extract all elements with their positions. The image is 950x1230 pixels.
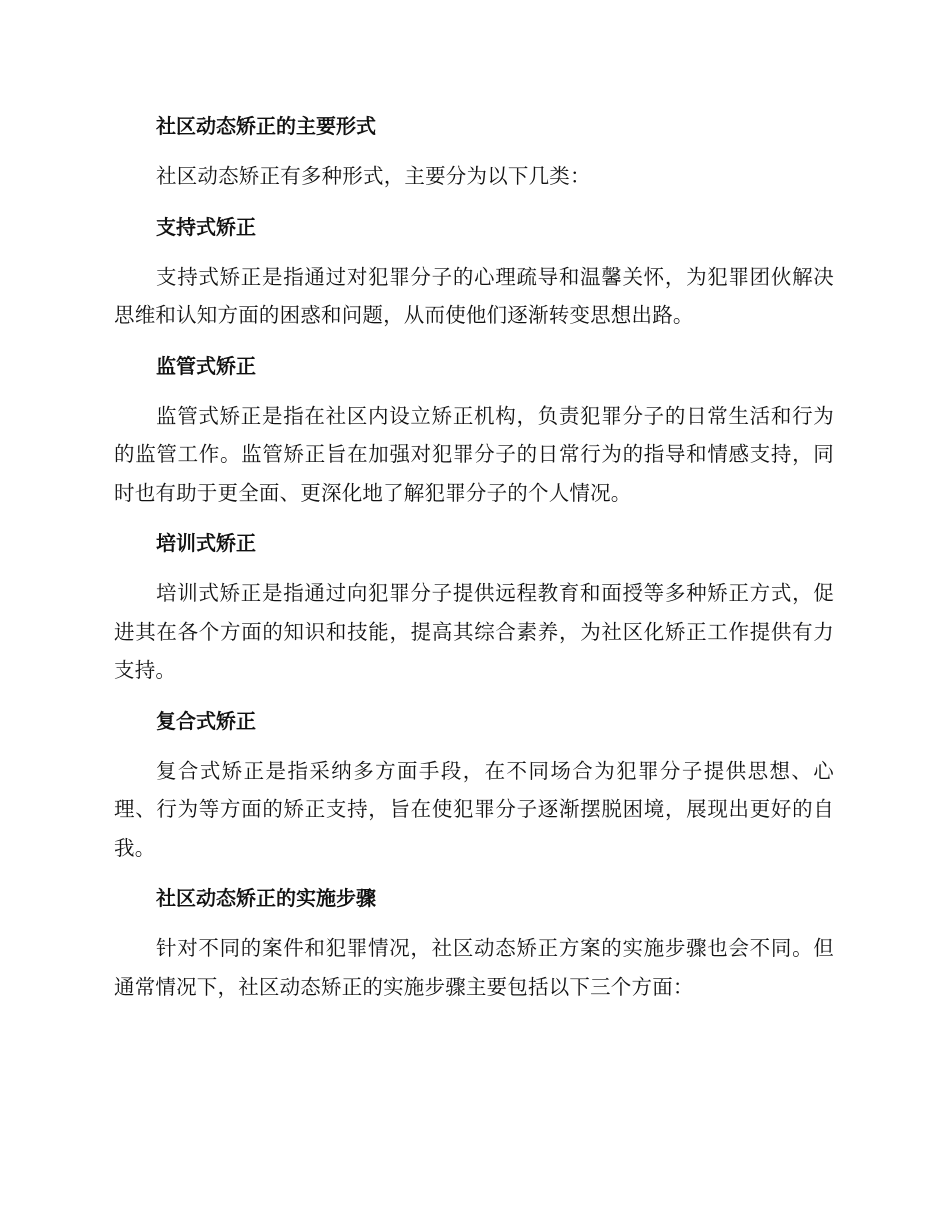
section-heading-main-forms: 社区动态矫正的主要形式 (156, 114, 376, 138)
subheading-supervisory: 监管式矫正 (156, 353, 256, 378)
paragraph-supportive: 支持式矫正是指通过对犯罪分子的心理疏导和温馨关怀，为犯罪团伙解决思维和认知方面的困惑和问题，从而使他们逐渐转变思想出路。 (114, 264, 834, 327)
paragraph-implementation-intro: 针对不同的案件和犯罪情况，社区动态矫正方案的实施步骤也会不同。但通常情况下，社区动态矫正的实施步骤主要包括以下三个方面： (114, 936, 834, 999)
subheading-training: 培训式矫正 (156, 531, 256, 555)
paragraph-forms-intro: 社区动态矫正有多种形式，主要分为以下几类： (156, 164, 591, 188)
paragraph-supervisory: 监管式矫正是指在社区内设立矫正机构，负责犯罪分子的日常生活和行为的监管工作。监管矫正旨在加强对犯罪分子的日常行为的指导和情感支持，同时也有助于更全面、更深化地了解犯罪分子的个人情况。 (114, 403, 834, 505)
subheading-supportive: 支持式矫正 (156, 214, 256, 239)
paragraph-training: 培训式矫正是指通过向犯罪分子提供远程教育和面授等多种矫正方式，促进其在各个方面的知识和技能，提高其综合素养，为社区化矫正工作提供有力支持。 (114, 581, 834, 682)
section-heading-implementation-steps: 社区动态矫正的实施步骤 (156, 886, 376, 910)
document-body (114, 107, 834, 1018)
subheading-composite: 复合式矫正 (156, 708, 256, 733)
paragraph-composite: 复合式矫正是指采纳多方面手段，在不同场合为犯罪分子提供思想、心理、行为等方面的矫正支持，旨在使犯罪分子逐渐摆脱困境，展现出更好的自我。 (114, 758, 834, 860)
